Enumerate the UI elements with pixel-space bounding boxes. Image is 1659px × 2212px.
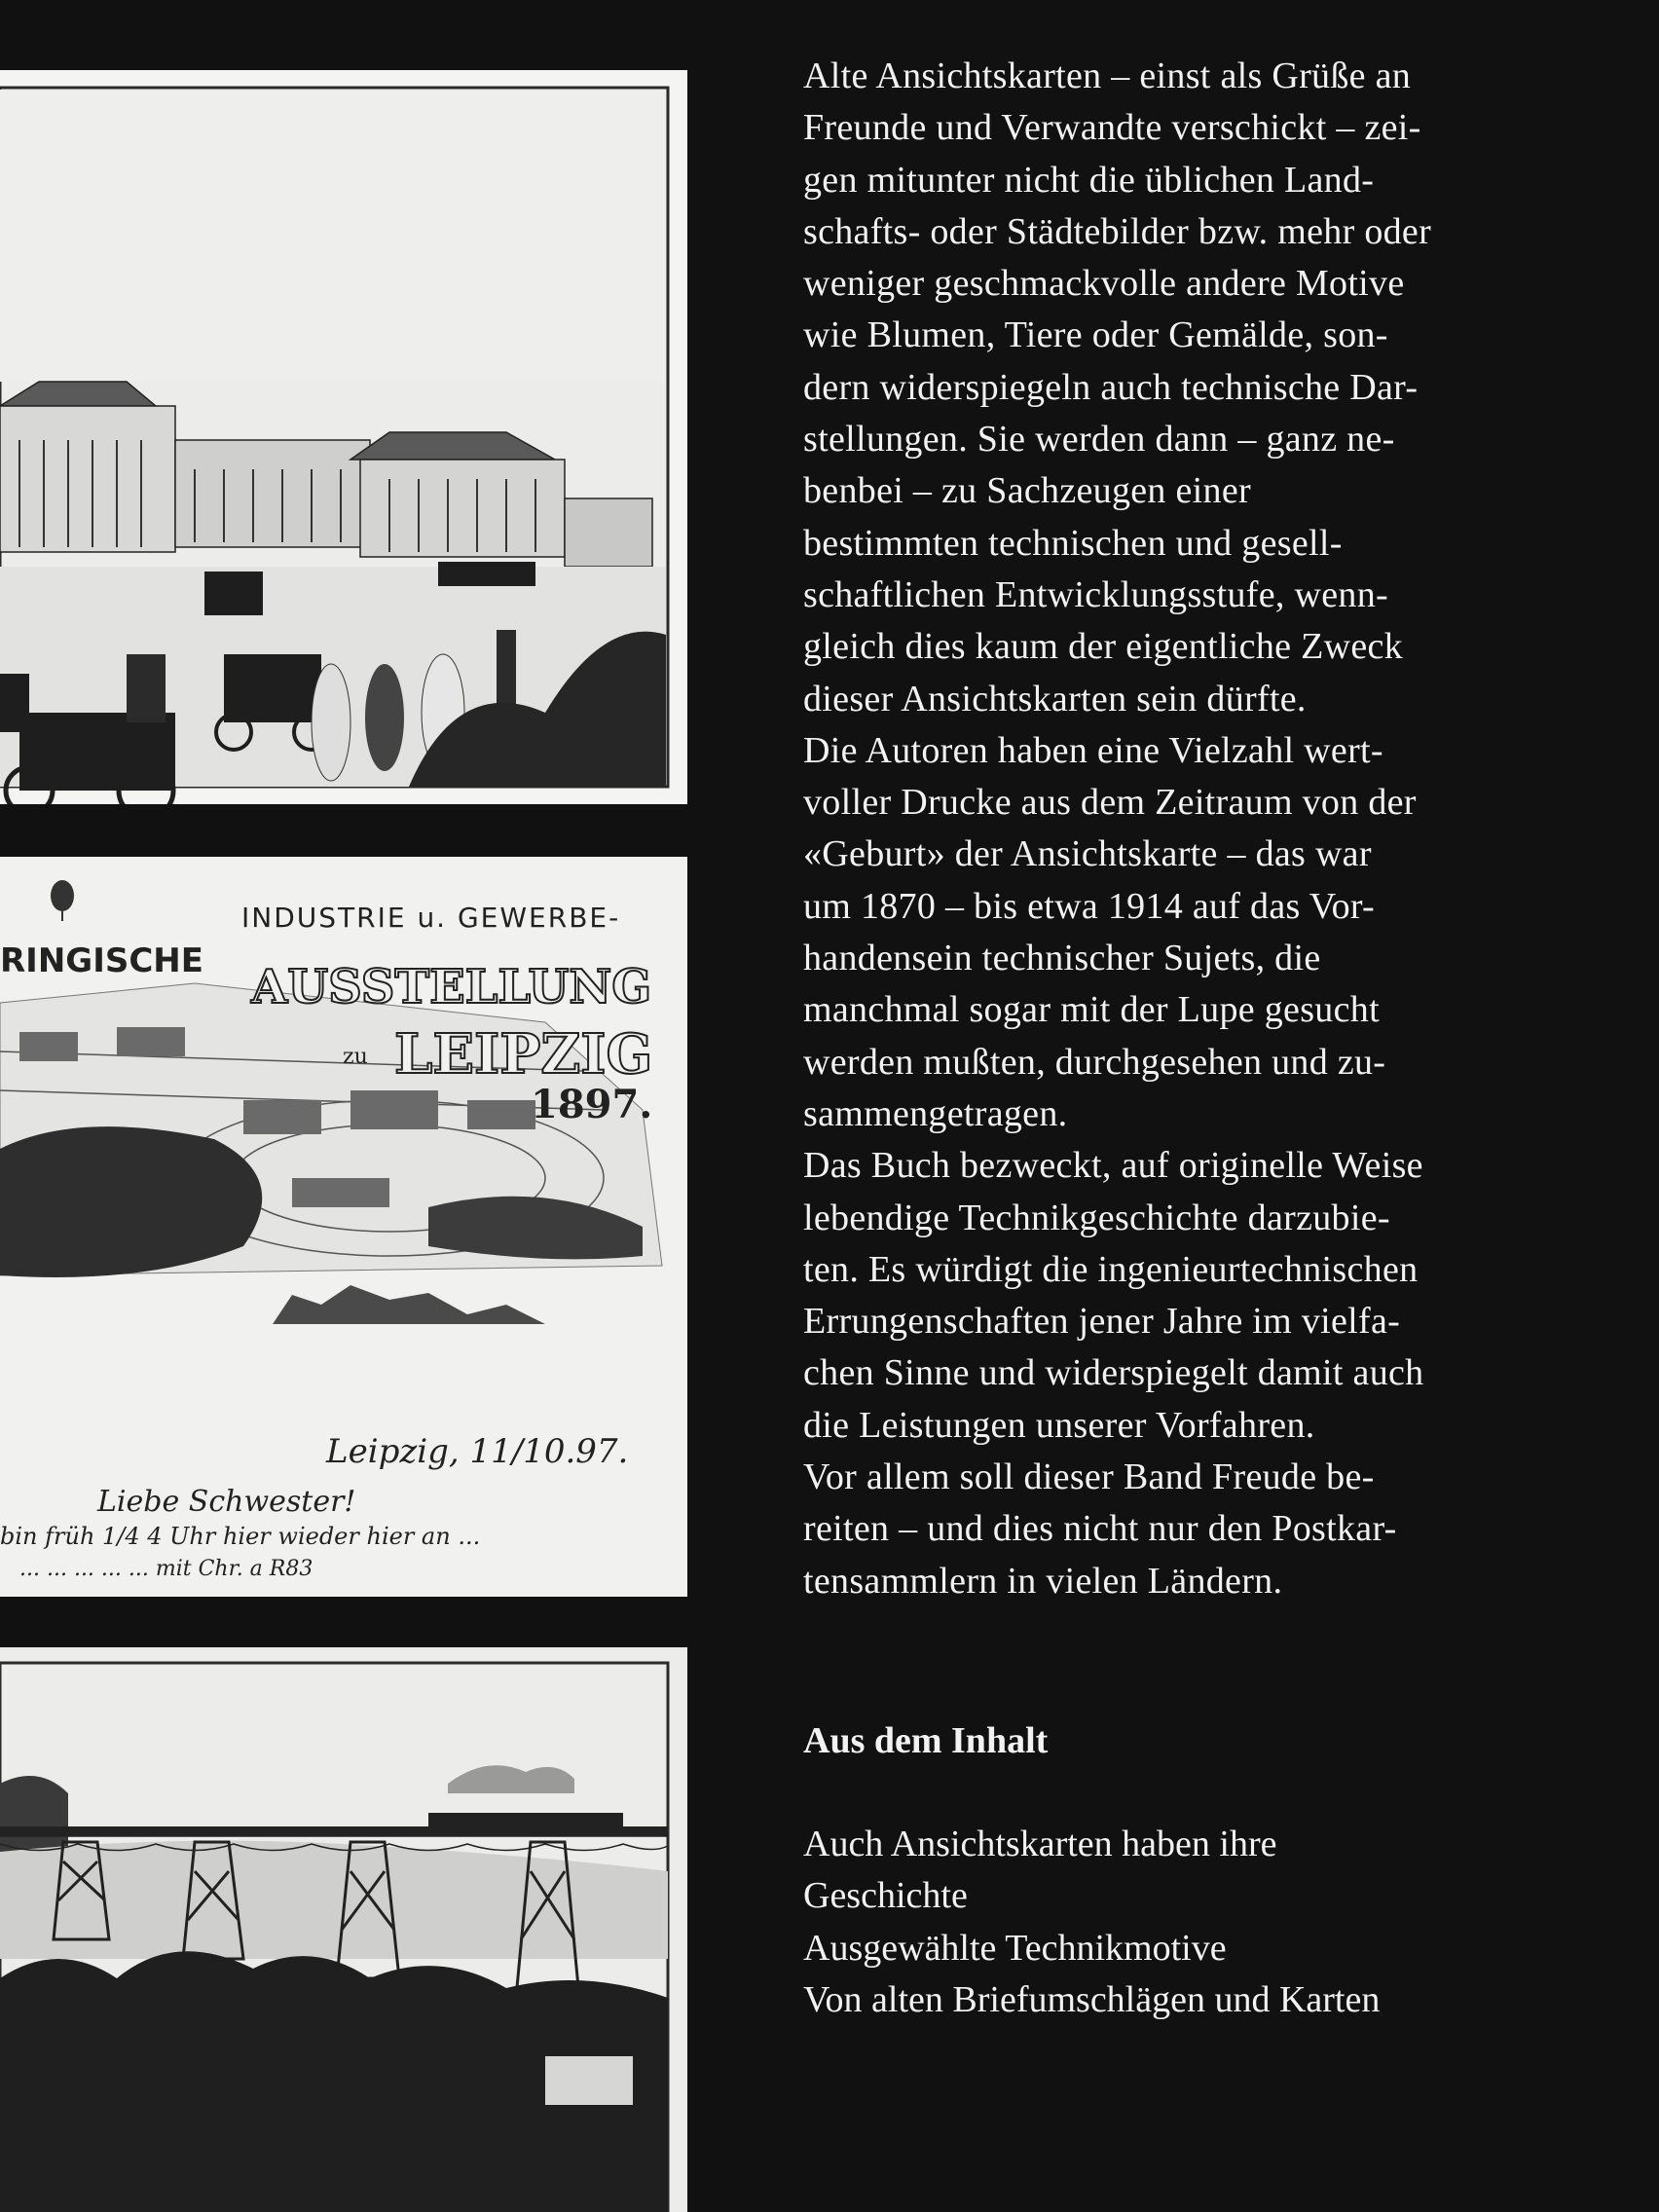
blurb-line: schafts- oder Städtebilder bzw. mehr oder (803, 210, 1432, 252)
blurb-line: werden mußten, durchgesehen und zu- (803, 1041, 1386, 1083)
contents-item: Von alten Briefumschlägen und Karten (803, 1978, 1381, 2020)
blurb-line: wie Blumen, Tiere oder Gemälde, son- (803, 314, 1388, 356)
blurb-line: Alte Ansichtskarten – einst als Grüße an (803, 55, 1412, 96)
blurb-line: manchmal sogar mit der Lupe gesucht (803, 989, 1380, 1031)
blurb-line: die Leistungen unserer Vorfahren. (803, 1404, 1315, 1446)
blurb-line: Freunde und Verwandte verschickt – zei- (803, 107, 1421, 149)
postcard-viaduct (0, 1647, 687, 2212)
postcard-title-top: INDUSTRIE u. GEWERBE- (241, 902, 621, 934)
blurb-line: Vor allem soll dieser Band Freude be- (803, 1456, 1375, 1498)
handwriting-line-2: ... ... ... ... ... mit Chr. a R83 (19, 1557, 313, 1581)
blurb-line: stellungen. Sie werden dann – ganz ne- (803, 419, 1395, 461)
blurb-line: ten. Es würdigt die ingenieurtechnischen (803, 1248, 1419, 1290)
postcard-viaduct-illustration (0, 1647, 687, 2212)
blurb-line: dieser Ansichtskarten sein dürfte. (803, 678, 1307, 719)
blurb-line: Die Autoren haben eine Vielzahl wert- (803, 729, 1383, 771)
blurb-line: Errungenschaften jener Jahre im vielfa- (803, 1301, 1401, 1343)
postcard-year: 1897. (531, 1082, 653, 1127)
blurb-line: lebendige Technikgeschichte darzubie- (803, 1197, 1390, 1238)
postcard-leipzig-exhibition (0, 857, 687, 1597)
blurb-line: weniger geschmackvolle andere Motive (803, 263, 1405, 305)
postcard-title-left: RINGISCHE (0, 941, 203, 980)
contents-list (803, 1819, 1380, 2026)
postcard-railway-station (0, 70, 687, 804)
blurb-line: reiten – und dies nicht nur den Postkar- (803, 1508, 1397, 1550)
postcard-title-zu: zu (343, 1045, 368, 1069)
postcard-exhibition-illustration (0, 857, 687, 1597)
blurb-line: tensammlern in vielen Ländern. (803, 1560, 1283, 1602)
blurb-line: sammengetragen. (803, 1092, 1068, 1134)
blurb-text (803, 51, 1631, 1607)
blurb-line: handensein technischer Sujets, die (803, 938, 1321, 979)
handwriting-greeting: Liebe Schwester! (97, 1485, 356, 1519)
contents-item: Auch Ansichtskarten haben ihre (803, 1824, 1277, 1864)
postcard-station-illustration (0, 70, 687, 804)
blurb-line: gleich dies kaum der eigentliche Zweck (803, 626, 1403, 668)
blurb-line: schaftlichen Entwicklungsstufe, wenn- (803, 573, 1388, 615)
blurb-line: um 1870 – bis etwa 1914 auf das Vor- (803, 885, 1376, 927)
contents-heading: Aus dem Inhalt (803, 1720, 1049, 1761)
handwriting-date: Leipzig, 11/10.97. (326, 1432, 629, 1471)
train-icon (428, 1813, 623, 1826)
blurb-line: chen Sinne und widerspiegelt damit auch (803, 1352, 1424, 1394)
postcard-title-main: AUSSTELLUNG (251, 960, 652, 1014)
blurb-line: benbei – zu Sachzeugen einer (803, 470, 1251, 512)
blurb-line: Das Buch bezweckt, auf originelle Weise (803, 1145, 1423, 1187)
blurb-line: gen mitunter nicht die üblichen Land- (803, 159, 1375, 201)
postcard-title-city: LEIPZIG (394, 1022, 653, 1087)
handwriting-line-1: bin früh 1/4 4 Uhr hier wieder hier an ... (0, 1523, 481, 1550)
blurb-line: voller Drucke aus dem Zeitraum von der (803, 782, 1417, 824)
blurb-line: dern widerspiegeln auch technische Dar- (803, 366, 1419, 408)
contents-item: Ausgewählte Technikmotive (803, 1927, 1227, 1969)
balloon-icon (51, 880, 74, 911)
blurb-line: bestimmten technischen und gesell- (803, 522, 1343, 564)
blurb-line: «Geburt» der Ansichtskarte – das war (803, 833, 1372, 875)
contents-item: Geschichte (803, 1875, 968, 1917)
